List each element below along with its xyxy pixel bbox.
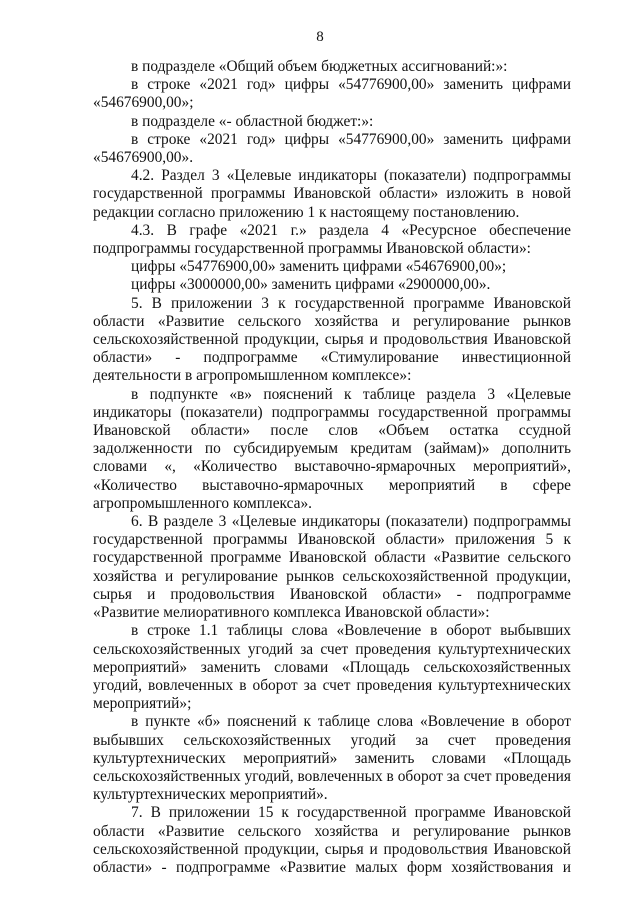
paragraph-1: в подразделе «Общий объем бюджетных ассигнований:»: [131,58,508,75]
paragraph-7: цифры «54776900,00» заменить цифрами «54676900,00»; [131,258,507,276]
paragraph-14: 7. В приложении 15 к государственной программе Ивановской области «Развитие сельского хозяйства и регулирование рынков сельскохозяйственной продукции, сырья и продовольствия Ивановской области» - подпрограмме «Развитие малых форм хозяйствования и [93,804,571,876]
paragraph-10: в подпункте «в» пояснений к таблице раздела 3 «Целевые индикаторы (показатели) подпрограммы государственной программы Ивановской области» после слов «Объем остатка ссудной задолженности по субсидируемым кредитам (займам)» дополнить словами «, «Количество выставочно-ярмарочных мероприятий», «Количество выставочно-ярмарочных мероприятий в сфере агропромышленного комплекса». [93,385,571,512]
document-body [93,58,571,877]
paragraph-12: в строке 1.1 таблицы слова «Вовлечение в оборот выбывших сельскохозяйственных угодий за счет проведения культуртехнических мероприятий» заменить словами «Площадь сельскохозяйственных угодий, вовлеченных в оборот за счет проведения культуртехнических мероприятий»; [93,622,571,713]
paragraph-5: 4.2. Раздел 3 «Целевые индикаторы (показатели) подпрограммы государственной программы Ивановской области» изложить в новой редакции согласно приложению 1 к настоящему постановлению. [93,167,571,221]
paragraph-8: цифры «3000000,00» заменить цифрами «2900000,00». [131,276,491,294]
paragraph-4: в строке «2021 год» цифры «54776900,00» заменить цифрами «54676900,00». [93,130,571,167]
paragraph-11: 6. В разделе 3 «Целевые индикаторы (показатели) подпрограммы государственной программы Ивановской области» приложения 5 к государственной программе Ивановской области «Развитие сельского хозяйства и регулирование рынков сельскохозяйственной продукции, сырья и продовольствия Ивановской области» - подпрограмме «Развитие мелиоративного комплекса Ивановской области»: [93,513,571,622]
paragraph-9: 5. В приложении 3 к государственной программе Ивановской области «Развитие сельского хозяйства и регулирование рынков сельскохозяйственной продукции, сырья и продовольствия Ивановской области» - подпрограмме «Стимулирование инвестиционной деятельности в агропромышленном комплексе»: [93,294,571,385]
page-number: 8 [316,29,324,45]
paragraph-6: 4.3. В графе «2021 г.» раздела 4 «Ресурсное обеспечение подпрограммы государственной программы Ивановской области»: [93,221,571,258]
paragraph-3: в подразделе «- областной бюджет:»: [131,112,374,130]
paragraph-2: в строке «2021 год» цифры «54776900,00» заменить цифрами «54676900,00»; [93,76,571,112]
paragraph-13: в пункте «б» пояснений к таблице слова «Вовлечение в оборот выбывших сельскохозяйственных угодий за счет проведения культуртехнических мероприятий» заменить словами «Площадь сельскохозяйственных угодий, вовлеченных в оборот за счет проведения культуртехнических мероприятий». [93,713,571,804]
